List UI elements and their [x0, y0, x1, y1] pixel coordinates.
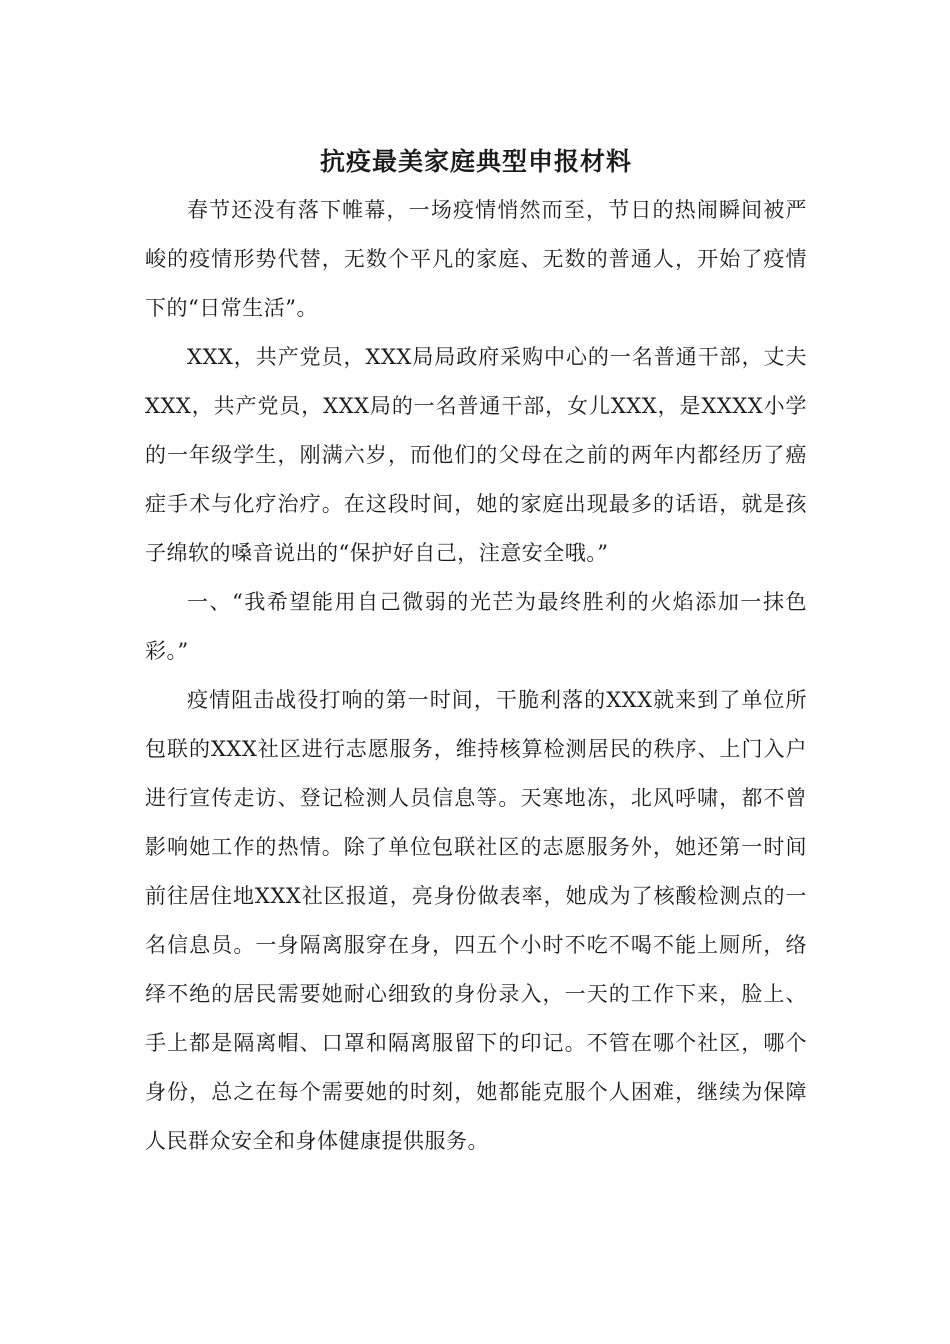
paragraph-volunteer: 疫情阻击战役打响的第一时间，干脆利落的XXX就来到了单位所包联的XXX社区进行志愿服务，维持核算检测居民的秩序、上门入户进行宣传走访、登记检测人员信息等。天寒地冻，北风呼啸，都不曾影响她工作的热情。除了单位包联社区的志愿服务外，她还第一时间前往居住地XXX社区报道，亮身份做表率，她成为了核酸检测点的一名信息员。一身隔离服穿在身，四五个小时不吃不喝不能上厕所，络绎不绝的居民需要她耐心细致的身份录入，一天的工作下来，脸上、手上都是隔离帽、口罩和隔离服留下的印记。不管在哪个社区，哪个身份，总之在每个需要她的时刻，她都能克服个人困难，继续为保障人民群众安全和身体健康提供服务。 — [145, 688, 807, 1153]
document-page — [145, 138, 807, 1166]
document-title: 抗疫最美家庭典型申报材料 — [319, 147, 632, 176]
section-heading-one: 一、“我希望能用自己微弱的光芒为最终胜利的火焰添加一抹色彩。” — [145, 590, 807, 663]
paragraph-family: XXX，共产党员，XXX局局政府采购中心的一名普通干部，丈夫XXX，共产党员，XXX局的一名普通干部，女儿XXX，是XXXX小学的一年级学生，刚满六岁，而他们的父母在之前的两年内都经历了癌症手术与化疗治疗。在这段时间，她的家庭出现最多的话语，就是孩子绵软的嗓音说出的“保护好自己，注意安全哦。” — [145, 345, 807, 565]
paragraph-intro: 春节还没有落下帷幕，一场疫情悄然而至，节日的热闹瞬间被严峻的疫情形势代替，无数个平凡的家庭、无数的普通人，开始了疫情下的“日常生活”。 — [145, 198, 807, 320]
